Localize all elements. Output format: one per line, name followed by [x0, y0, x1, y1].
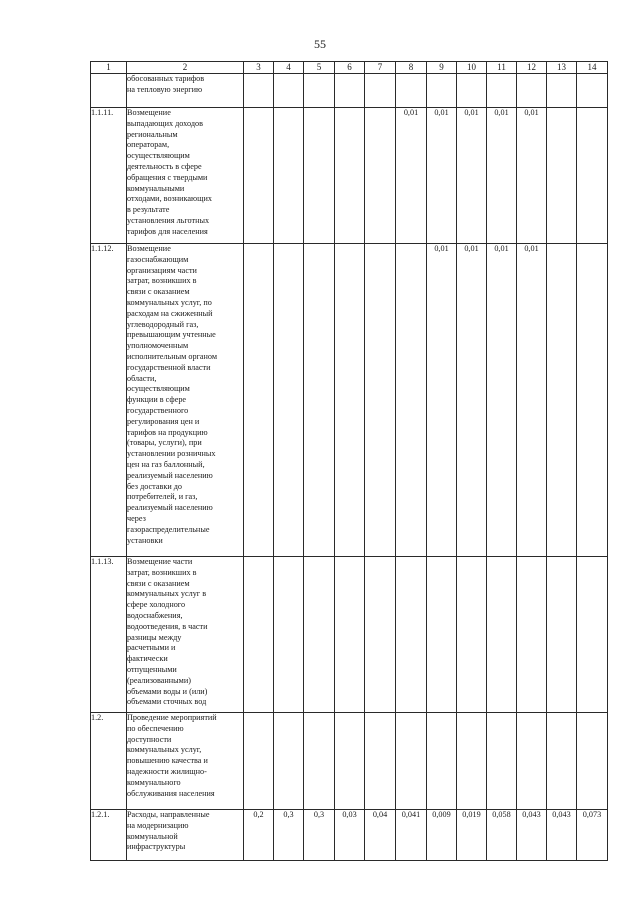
description-line: Проведение мероприятий [127, 713, 217, 722]
page-number: 55 [314, 37, 326, 51]
description-line: тарифов на продукцию [127, 427, 208, 437]
description-line: углеводородный газ, [127, 319, 199, 329]
column-number-14: 14 [577, 62, 608, 74]
value-cell-col-5 [304, 557, 335, 713]
value-cell-col-12 [517, 713, 547, 810]
description-line: разницы между [127, 632, 182, 642]
description-line: реализуемый населению [127, 470, 213, 480]
description-line: в результате [127, 205, 170, 215]
value-cell-col-5 [304, 108, 335, 244]
value-cell-col-12: 0,01 [517, 108, 547, 244]
description-line: через [127, 513, 146, 523]
value-cell-col-13 [547, 557, 577, 713]
row-description [127, 108, 244, 244]
table-row [91, 74, 608, 108]
row-number: 1.1.11. [91, 108, 127, 244]
row-number: 1.1.13. [91, 557, 127, 713]
description-line: фактически [127, 654, 168, 664]
value-cell-col-9: 0,009 [427, 810, 457, 861]
value-cell-col-12 [517, 74, 547, 108]
value-cell-col-8 [396, 244, 427, 557]
row-number [91, 74, 127, 108]
value-cell-col-7 [365, 557, 396, 713]
value-cell-col-12: 0,043 [517, 810, 547, 861]
column-number-4: 4 [274, 62, 304, 74]
description-line: тарифов для населения [127, 226, 208, 236]
description-line: исполнительным органом [127, 351, 218, 361]
value-cell-col-11 [487, 713, 517, 810]
value-cell-col-7 [365, 74, 396, 108]
description-line: Возмещение [127, 108, 171, 117]
value-cell-col-4: 0,3 [274, 810, 304, 861]
column-number-9: 9 [427, 62, 457, 74]
table-row [91, 108, 608, 244]
description-line: Возмещение [127, 244, 171, 253]
description-line: регулирования цен и [127, 416, 200, 426]
column-number-10: 10 [457, 62, 487, 74]
value-cell-col-3 [244, 713, 274, 810]
column-number-13: 13 [547, 62, 577, 74]
description-line: затрат, возникших в [127, 567, 197, 577]
row-description [127, 713, 244, 810]
value-cell-col-14: 0,073 [577, 810, 608, 861]
value-cell-col-14 [577, 557, 608, 713]
column-number-8: 8 [396, 62, 427, 74]
row-number: 1.2.1. [91, 810, 127, 861]
value-cell-col-13 [547, 244, 577, 557]
description-line: превышающим учтенные [127, 330, 216, 340]
description-line: организациям части [127, 265, 197, 275]
description-line: расчетными и [127, 643, 176, 653]
description-line: установления льготных [127, 215, 210, 225]
value-cell-col-7: 0,04 [365, 810, 396, 861]
description-line: на тепловую энергию [127, 84, 203, 94]
description-line: выпадающих доходов [127, 118, 203, 128]
value-cell-col-6 [335, 557, 365, 713]
value-cell-col-12: 0,01 [517, 244, 547, 557]
value-cell-col-10 [457, 713, 487, 810]
row-description [127, 244, 244, 557]
value-cell-col-5 [304, 244, 335, 557]
description-line: на модернизацию [127, 820, 189, 830]
value-cell-col-12 [517, 557, 547, 713]
value-cell-col-13 [547, 713, 577, 810]
description-line: функции в сфере [127, 395, 187, 405]
value-cell-col-4 [274, 557, 304, 713]
value-cell-col-8 [396, 557, 427, 713]
description-line: операторам, [127, 140, 170, 150]
value-cell-col-6: 0,03 [335, 810, 365, 861]
description-line: региональным [127, 129, 178, 139]
table-row [91, 713, 608, 810]
value-cell-col-3 [244, 244, 274, 557]
value-cell-col-7 [365, 713, 396, 810]
column-number-row [91, 62, 608, 74]
table-row [91, 557, 608, 713]
description-line: Возмещение части [127, 557, 193, 566]
description-line: отходами, возникающих [127, 194, 212, 204]
description-line: водоотведения, в части [127, 621, 208, 631]
row-number: 1.1.12. [91, 244, 127, 557]
row-description [127, 810, 244, 861]
value-cell-col-11 [487, 557, 517, 713]
description-line: области, [127, 373, 157, 383]
value-cell-col-14 [577, 244, 608, 557]
value-cell-col-6 [335, 713, 365, 810]
description-line: цен на газ баллонный, [127, 459, 205, 469]
value-cell-col-14 [577, 713, 608, 810]
description-line: потребителей, и газ, [127, 492, 198, 502]
value-cell-col-6 [335, 108, 365, 244]
description-line: (товары, услуги), при [127, 438, 202, 448]
description-line: обосованных тарифов [127, 74, 205, 83]
value-cell-col-5 [304, 74, 335, 108]
value-cell-col-8 [396, 74, 427, 108]
value-cell-col-4 [274, 244, 304, 557]
description-line: по обеспечению [127, 723, 184, 733]
description-line: коммунального [127, 777, 181, 787]
description-line: отпущенными [127, 664, 177, 674]
description-line: коммунальных услуг в [127, 589, 207, 599]
value-cell-col-13 [547, 74, 577, 108]
table-row [91, 244, 608, 557]
description-line: сфере холодного [127, 600, 186, 610]
budget-table [90, 61, 608, 861]
description-line: коммунальными [127, 183, 185, 193]
description-line: доступности [127, 734, 172, 744]
value-cell-col-11 [487, 74, 517, 108]
description-line: уполномоченным [127, 341, 189, 351]
value-cell-col-14 [577, 74, 608, 108]
value-cell-col-11: 0,01 [487, 244, 517, 557]
value-cell-col-10: 0,01 [457, 108, 487, 244]
description-line: коммунальной [127, 831, 178, 841]
description-line: коммунальных услуг, [127, 745, 202, 755]
row-description [127, 557, 244, 713]
description-line: установлении розничных [127, 449, 216, 459]
value-cell-col-9 [427, 557, 457, 713]
value-cell-col-3 [244, 108, 274, 244]
description-line: инфраструктуры [127, 842, 186, 852]
value-cell-col-10 [457, 557, 487, 713]
value-cell-col-5: 0,3 [304, 810, 335, 861]
value-cell-col-9: 0,01 [427, 244, 457, 557]
table-row [91, 810, 608, 861]
description-line: обслуживания населения [127, 788, 215, 798]
column-number-6: 6 [335, 62, 365, 74]
value-cell-col-9 [427, 74, 457, 108]
value-cell-col-4 [274, 108, 304, 244]
description-line: Расходы, направленные [127, 810, 210, 819]
value-cell-col-10: 0,01 [457, 244, 487, 557]
value-cell-col-7 [365, 244, 396, 557]
description-line: связи с оказанием [127, 578, 190, 588]
value-cell-col-4 [274, 713, 304, 810]
column-number-7: 7 [365, 62, 396, 74]
row-number: 1.2. [91, 713, 127, 810]
description-line: объемами сточных вод [127, 697, 207, 707]
description-line: связи с оказанием [127, 287, 190, 297]
column-number-11: 11 [487, 62, 517, 74]
value-cell-col-8: 0,041 [396, 810, 427, 861]
description-line: коммунальных услуг, по [127, 297, 212, 307]
value-cell-col-3: 0,2 [244, 810, 274, 861]
description-line: государственной власти [127, 362, 211, 372]
description-line: реализуемый населению [127, 503, 213, 513]
value-cell-col-5 [304, 713, 335, 810]
value-cell-col-3 [244, 74, 274, 108]
value-cell-col-6 [335, 74, 365, 108]
description-line: повышению качества и [127, 756, 208, 766]
description-line: объемами воды и (или) [127, 686, 208, 696]
value-cell-col-3 [244, 557, 274, 713]
description-line: государственного [127, 405, 189, 415]
description-line: газоснабжающим [127, 254, 189, 264]
description-line: осуществляющим [127, 151, 190, 161]
column-number-5: 5 [304, 62, 335, 74]
value-cell-col-4 [274, 74, 304, 108]
description-line: водоснабжения, [127, 610, 183, 620]
value-cell-col-6 [335, 244, 365, 557]
description-line: деятельность в сфере [127, 161, 202, 171]
description-line: без доставки до [127, 481, 183, 491]
description-line: установки [127, 535, 163, 545]
column-number-3: 3 [244, 62, 274, 74]
value-cell-col-9 [427, 713, 457, 810]
value-cell-col-10 [457, 74, 487, 108]
value-cell-col-10: 0,019 [457, 810, 487, 861]
description-line: осуществляющим [127, 384, 190, 394]
value-cell-col-14 [577, 108, 608, 244]
value-cell-col-13 [547, 108, 577, 244]
value-cell-col-7 [365, 108, 396, 244]
value-cell-col-11: 0,01 [487, 108, 517, 244]
row-description [127, 74, 244, 108]
value-cell-col-13: 0,043 [547, 810, 577, 861]
value-cell-col-9: 0,01 [427, 108, 457, 244]
description-line: надежности жилищно- [127, 766, 207, 776]
description-line: расходам на сжиженный [127, 308, 213, 318]
value-cell-col-11: 0,058 [487, 810, 517, 861]
value-cell-col-8 [396, 713, 427, 810]
description-line: обращения с твердыми [127, 172, 208, 182]
value-cell-col-8: 0,01 [396, 108, 427, 244]
column-number-1: 1 [91, 62, 127, 74]
description-line: газораспределительные [127, 524, 210, 534]
column-number-12: 12 [517, 62, 547, 74]
description-line: затрат, возникших в [127, 276, 197, 286]
column-number-2: 2 [127, 62, 244, 74]
description-line: (реализованными) [127, 675, 191, 685]
